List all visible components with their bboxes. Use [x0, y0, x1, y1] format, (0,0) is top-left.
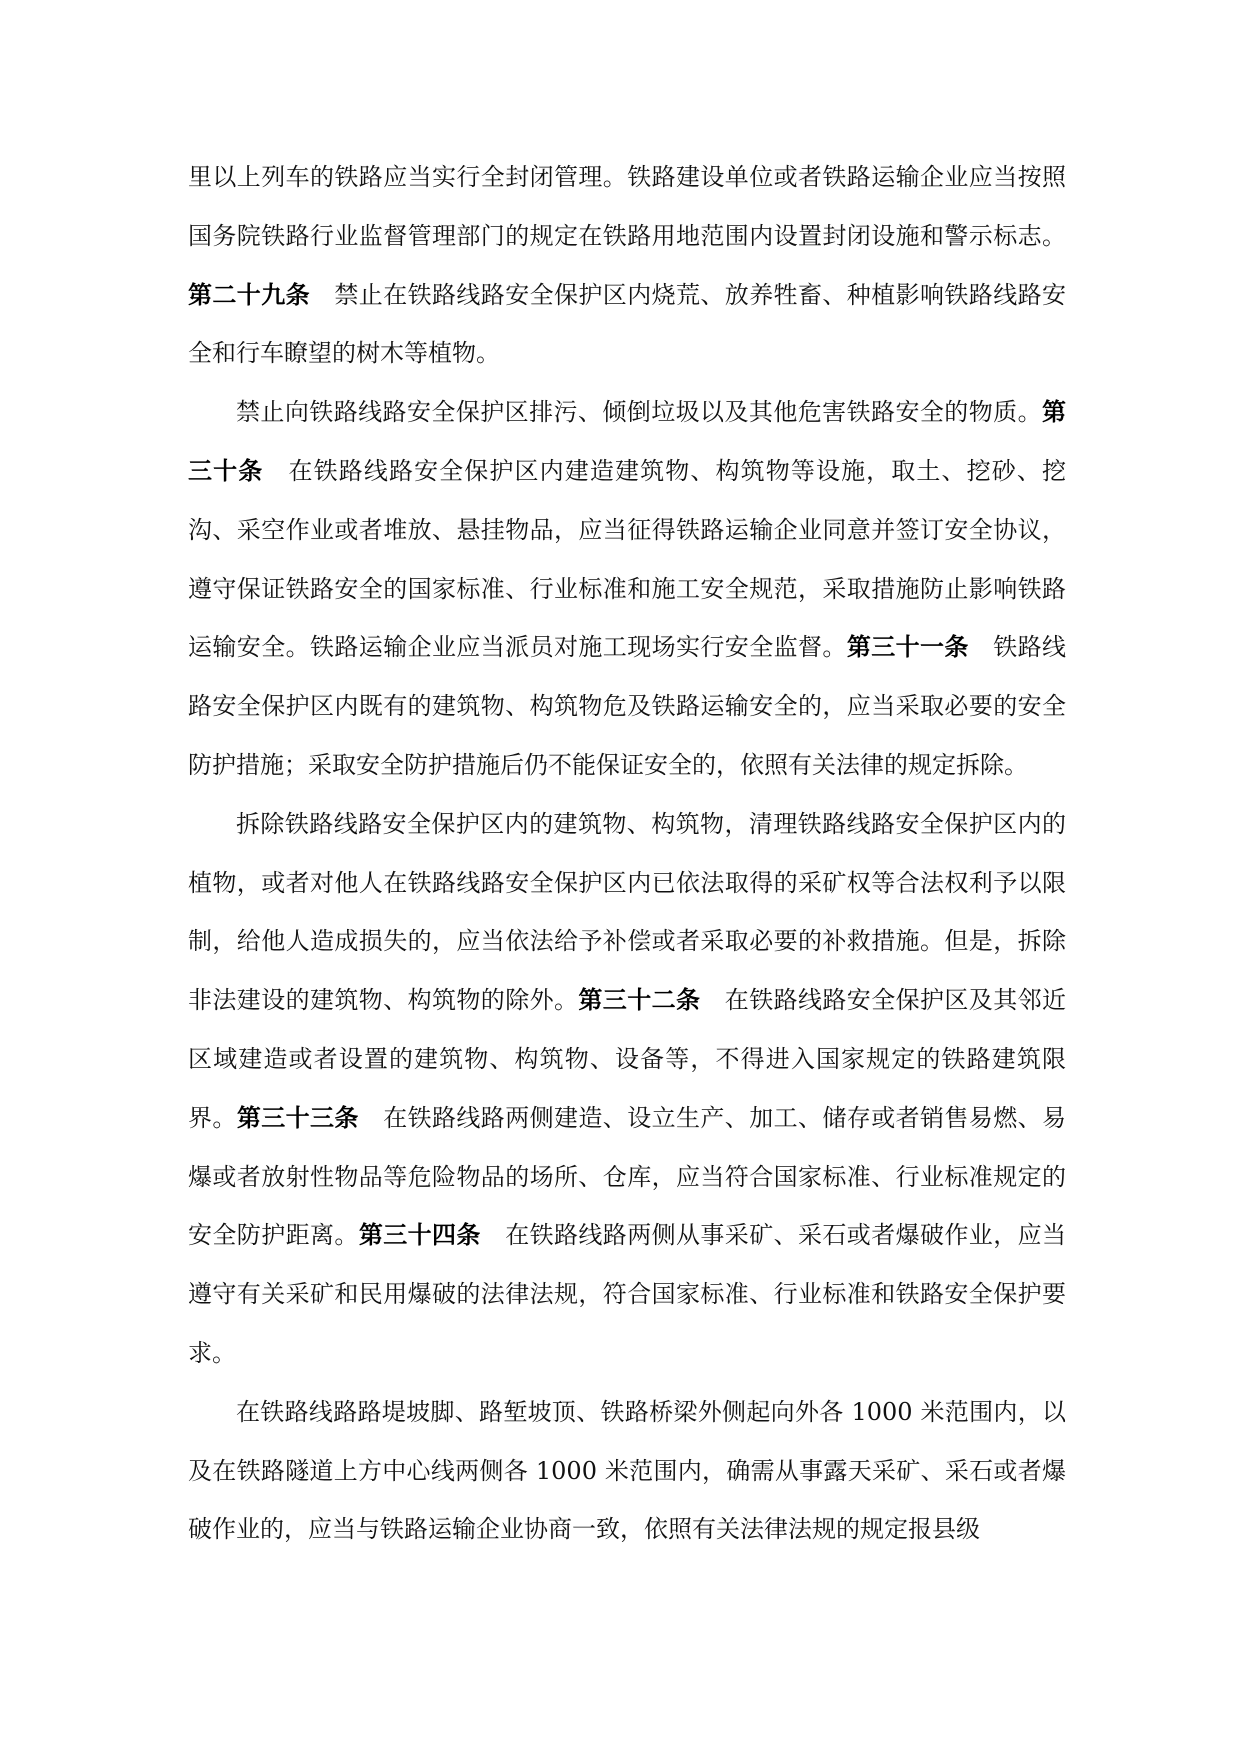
- text-segment: 在铁路线路安全保护区及其邻近区域建造或者设置的建筑物、构筑物、设备等，不得进入国家规定的铁路建筑限界。: [188, 986, 1067, 1132]
- text-segment: 在铁路线路安全保护区内建造建筑物、构筑物等设施，取土、挖砂、挖沟、采空作业或者堆放、悬挂物品，应当征得铁路运输企业同意并签订安全协议，遵守保证铁路安全的国家标准、行业标准和施工安全规范，采取措施防止影响铁路运输安全。铁路运输企业应当派员对施工现场实行安全监督。: [188, 456, 1067, 662]
- article-heading-34: 第三十四条: [358, 1220, 481, 1250]
- text-segment: 在铁路线路两侧从事采矿、采石或者爆破作业，应当遵守有关采矿和民用爆破的法律法规，符合国家标准、行业标准和铁路安全保护要求。: [188, 1221, 1067, 1367]
- text-segment: 里以上列车的铁路应当实行全封闭管理。铁路建设单位或者铁路运输企业应当按照国务院铁路行业监督管理部门的规定在铁路用地范围内设置封闭设施和警示标志。: [188, 163, 1066, 250]
- paragraph-1: [188, 148, 1066, 383]
- article-heading-33: 第三十三条: [236, 1102, 359, 1132]
- article-heading-32: 第三十二条: [578, 985, 701, 1015]
- document-body: [188, 148, 1066, 1559]
- text-segment: 铁路线路安全保护区内既有的建筑物、构筑物危及铁路运输安全的，应当采取必要的安全防护措施；采取安全防护措施后仍不能保证安全的，依照有关法律的规定拆除。: [188, 633, 1067, 779]
- paragraph-2: [188, 383, 1066, 795]
- paragraph-4: [188, 1383, 1066, 1559]
- text-segment: 禁止向铁路线路安全保护区排污、倾倒垃圾以及其他危害铁路安全的物质。: [236, 398, 1042, 427]
- text-segment: 禁止在铁路线路安全保护区内烧荒、放养牲畜、种植影响铁路线路安全和行车瞭望的树木等植物。: [188, 280, 1066, 368]
- article-heading-31: 第三十一条: [846, 632, 969, 662]
- text-segment: 拆除铁路线路安全保护区内的建筑物、构筑物，清理铁路线路安全保护区内的植物，或者对他人在铁路线路安全保护区内已依法取得的采矿权等合法权利予以限制，给他人造成损失的，应当依法给予补偿或者采取必要的补救措施。但是，拆除非法建设的建筑物、构筑物的除外。: [188, 809, 1066, 1015]
- text-segment: 在铁路线路两侧建造、设立生产、加工、储存或者销售易燃、易爆或者放射性物品等危险物品的场所、仓库，应当符合国家标准、行业标准规定的安全防护距离。: [188, 1103, 1067, 1250]
- text-segment: 在铁路线路路堤坡脚、路堑坡顶、铁路桥梁外侧起向外各 1000 米范围内，以及在铁路隧道上方中心线两侧各 1000 米范围内，确需从事露天采矿、采石或者爆破作业的，应当与铁路运输企业协商一致，依照有关法律法规的规定报县级: [188, 1397, 1066, 1544]
- article-heading-30: 第三十条: [188, 397, 1066, 485]
- paragraph-3: [188, 795, 1066, 1383]
- article-heading-29: 第二十九条: [188, 279, 310, 309]
